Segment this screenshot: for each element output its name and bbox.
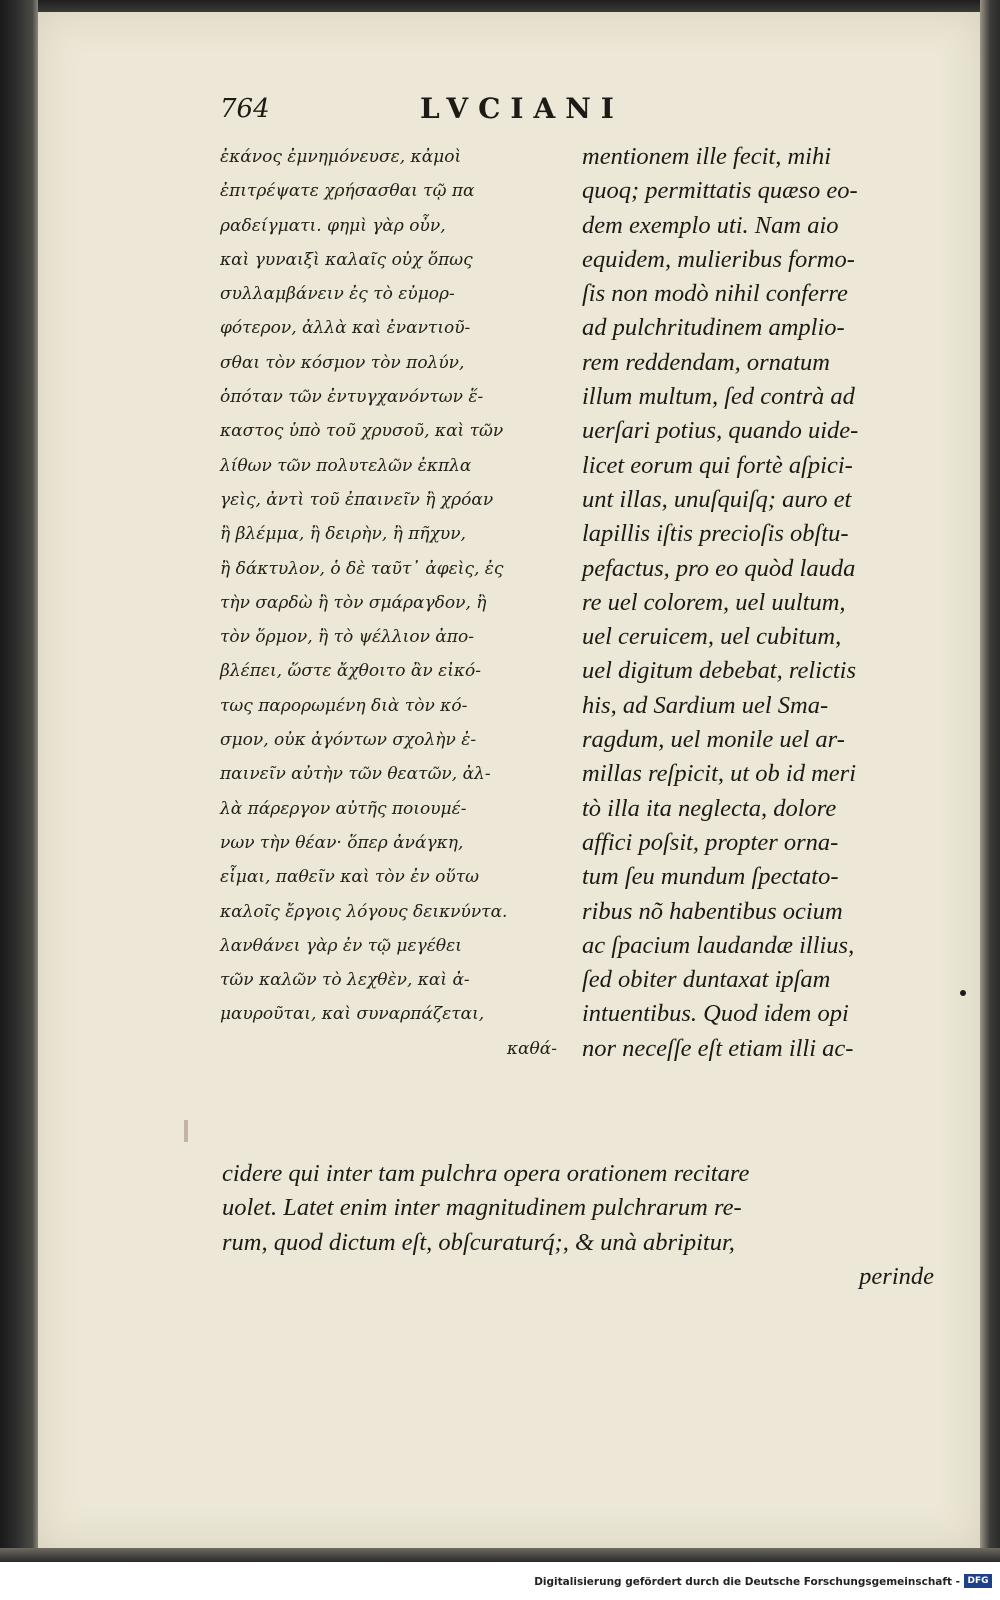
latin-line: licet eorum qui fortè aſpici- (582, 451, 853, 479)
greek-line: εἶμαι, παθεῖν καὶ τὸν ἐν οὕτω (220, 867, 479, 888)
page-number: 764 (220, 94, 270, 124)
greek-line: ἐκάνος ἐμνημόνευσε, κἀμοὶ (220, 147, 462, 167)
greek-line: σμον, οὐκ ἀγόντων σχολὴν ἐ- (220, 730, 477, 751)
scan-edge-bottom (0, 1548, 1000, 1562)
latin-line: pefactus, pro eo quòd lauda (582, 554, 856, 582)
greek-line: ὁπόταν τῶν ἐντυγχανόντων ἕ- (220, 387, 484, 408)
latin-line: ſed obiter duntaxat ipſam (582, 966, 831, 994)
greek-line: φότερον, ἀλλὰ καὶ ἐναντιοῦ- (220, 318, 471, 339)
greek-line: συλλαμβάνειν ἐς τὸ εὐμορ- (220, 284, 455, 305)
greek-line: καλοῖς ἔργοις λόγους δεικνύντα. (220, 901, 508, 922)
scan-edge-right (980, 0, 1000, 1560)
greek-line: παινεῖν αὐτὴν τῶν θεατῶν, ἀλ- (220, 764, 491, 785)
scan-edge-left (0, 0, 38, 1560)
latin-line: ſis non modò nihil conferre (582, 280, 848, 308)
full-width-line: rum, quod dictum eſt, obſcuraturq́;, & unà abripitur, (222, 1228, 735, 1256)
latin-line: equidem, mulieribus formo- (582, 245, 855, 273)
catchword: perinde (859, 1262, 934, 1290)
scan-edge-top (0, 0, 1000, 12)
latin-line: tò illa ita neglecta, dolore (582, 794, 837, 822)
latin-line: illum multum, ſed contrà ad (582, 383, 855, 411)
full-width-line: uolet. Latet enim inter magnitudinem pulchrarum re- (222, 1194, 742, 1222)
greek-line: νων τὴν θέαν· ὅπερ ἀνάγκη, (220, 832, 464, 853)
page-header (220, 94, 740, 134)
latin-text-column (582, 140, 952, 1066)
full-width-line: cidere qui inter tam pulchra opera orationem recitare (222, 1160, 750, 1187)
latin-line: quoq; permittatis quæso eo- (582, 177, 858, 205)
greek-line: λὰ πάρεργον αὐτῆς ποιουμέ- (220, 798, 467, 819)
latin-line: millas reſpicit, ut ob id meri (582, 760, 857, 788)
greek-line: μαυροῦται, καὶ συναρπάζεται, (220, 1004, 485, 1025)
greek-line: τῶν καλῶν τὸ λεχθὲν, καὶ ἀ- (220, 970, 470, 991)
latin-line: affici poſsit, propter orna- (582, 828, 839, 856)
latin-line: ragdum, uel monile uel ar- (582, 726, 845, 754)
greek-line: καὶ γυναιξὶ καλαῖς οὐχ ὅπως (220, 249, 473, 270)
greek-text-column (220, 140, 575, 1066)
greek-line: λανθάνει γὰρ ἐν τῷ μεγέθει (220, 935, 462, 956)
running-head: LVCIANI (420, 92, 624, 125)
latin-line: dem exemplo uti. Nam aio (582, 211, 839, 239)
latin-line: ad pulchritudinem amplio- (582, 314, 845, 342)
latin-line: unt illas, unuſquiſq; auro et (582, 485, 852, 513)
latin-line: uerſari potius, quando uide- (582, 417, 859, 445)
greek-catchword: καθά- (506, 1038, 557, 1059)
full-width-text (222, 1157, 934, 1294)
greek-line: σθαι τὸν κόσμον τὸν πολύν, (220, 352, 465, 373)
greek-line: καστος ὑπὸ τοῦ χρυσοῦ, καὶ τῶν (220, 421, 504, 442)
greek-line: τὸν ὅρμον, ἢ τὸ ψέλλιον ἀπο- (220, 627, 474, 648)
greek-line: ἢ βλέμμα, ἢ δειρὴν, ἢ πῆχυν, (220, 524, 466, 545)
greek-line: ἢ δάκτυλον, ὁ δὲ ταῦτ᾽ ἀφεὶς, ἐς (220, 558, 504, 579)
greek-line: ἐπιτρέψατε χρήσασθαι τῷ πα (220, 181, 475, 202)
latin-line: his, ad Sardium uel Sma- (582, 691, 829, 719)
funding-credit: Digitalisierung gefördert durch die Deutsche Forschungsgemeinschaft - (534, 1576, 960, 1588)
greek-line: ραδείγματι. φημὶ γὰρ οὖν, (220, 215, 446, 236)
latin-line: uel digitum debebat, relictis (582, 657, 856, 685)
greek-line: τως παρορωμένη διὰ τὸν κό- (220, 695, 468, 716)
latin-line: mentionem ille fecit, mihi (582, 143, 832, 170)
latin-line: ac ſpacium laudandæ illius, (582, 931, 855, 959)
greek-line: τὴν σαρδὼ ἢ τὸν σμάραγδον, ἢ (220, 592, 487, 613)
greek-line: γεὶς, ἀντὶ τοῦ ἐπαινεῖν ἢ χρόαν (220, 489, 494, 510)
margin-dot (960, 990, 966, 996)
greek-line: λίθων τῶν πολυτελῶν ἐκπλα (220, 455, 472, 476)
margin-stain (184, 1120, 188, 1142)
latin-line: tum ſeu mundum ſpectato- (582, 863, 839, 891)
greek-line: βλέπει, ὥστε ἄχθοιτο ἂν εἰκό- (220, 661, 481, 682)
latin-line: uel ceruicem, uel cubitum, (582, 623, 842, 651)
digitization-footer (0, 1562, 1000, 1600)
latin-line: rem reddendam, ornatum (582, 348, 830, 376)
latin-line: nor neceſſe eſt etiam illi ac- (582, 1034, 854, 1062)
latin-line: re uel colorem, uel uultum, (582, 588, 846, 616)
latin-line: ribus nõ habentibus ocium (582, 897, 843, 925)
latin-line: intuentibus. Quod idem opi (582, 1000, 849, 1028)
latin-line: lapillis iſtis precioſis obſtu- (582, 520, 849, 548)
dfg-logo-icon: DFG (964, 1574, 992, 1588)
